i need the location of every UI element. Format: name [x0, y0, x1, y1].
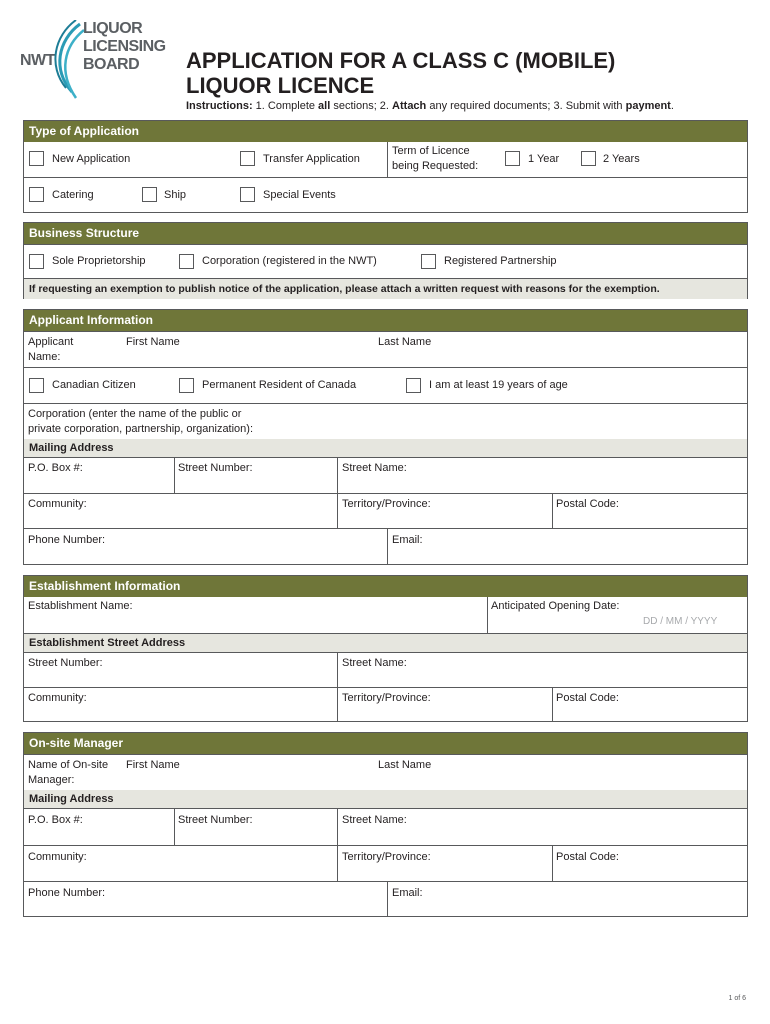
special-events-label: Special Events — [263, 189, 336, 201]
instructions-text-3: any required documents; 3. Submit with — [426, 100, 626, 112]
instructions-text-1: 1. Complete — [252, 100, 319, 112]
title-line-1: APPLICATION FOR A CLASS C (MOBILE) — [186, 48, 616, 73]
applicant-name-label-2: Name: — [28, 351, 61, 363]
permanent-resident-checkbox[interactable] — [179, 378, 194, 393]
application-row-2 — [24, 177, 747, 212]
applicant-information-section — [23, 309, 748, 565]
new-application-label: New Application — [52, 153, 131, 165]
divider — [387, 882, 388, 916]
ship-checkbox[interactable] — [142, 187, 157, 202]
special-events-checkbox[interactable] — [240, 187, 255, 202]
instructions-payment: payment — [625, 100, 671, 112]
on-site-manager-section — [23, 732, 748, 917]
email-field[interactable]: Email: — [392, 887, 423, 899]
instructions-end: . — [670, 100, 674, 112]
sole-proprietorship-checkbox[interactable] — [29, 254, 44, 269]
first-name-label: First Name — [126, 759, 180, 771]
business-structure-section — [23, 222, 748, 299]
street-number-field[interactable]: Street Number: — [178, 462, 253, 474]
logo-line-2: LICENSING — [83, 38, 166, 55]
establishment-name-field[interactable]: Establishment Name: — [28, 600, 133, 612]
manager-name-label-2: Manager: — [28, 774, 75, 786]
last-name-label: Last Name — [378, 336, 432, 348]
street-number-field[interactable]: Street Number: — [178, 814, 253, 826]
phone-number-field[interactable]: Phone Number: — [28, 887, 106, 899]
type-of-application-section — [23, 120, 748, 213]
age-19-label: I am at least 19 years of age — [429, 379, 568, 391]
logo-swoosh-icon — [46, 20, 86, 112]
community-field[interactable]: Community: — [28, 498, 87, 510]
corporation-checkbox[interactable] — [179, 254, 194, 269]
instructions-attach: Attach — [392, 100, 427, 112]
two-years-label: 2 Years — [603, 153, 640, 165]
establishment-address-row — [24, 652, 747, 687]
divider — [337, 809, 338, 845]
logo-prefix: NWT — [20, 52, 55, 69]
postal-code-field[interactable]: Postal Code: — [556, 498, 619, 510]
street-name-field[interactable]: Street Name: — [342, 814, 407, 826]
divider — [337, 458, 338, 493]
transfer-application-label: Transfer Application — [263, 153, 360, 165]
section-header: Business Structure — [24, 223, 747, 244]
term-label-1: Term of Licence — [392, 145, 470, 157]
divider — [552, 688, 553, 722]
territory-field[interactable]: Territory/Province: — [342, 692, 431, 704]
age-19-checkbox[interactable] — [406, 378, 421, 393]
divider — [337, 653, 338, 687]
establishment-name-row — [24, 597, 747, 633]
divider — [387, 529, 388, 565]
instructions-label: Instructions: — [186, 100, 253, 112]
exemption-note: If requesting an exemption to publish notice of the application, please attach a written request with reasons for the exemption. — [24, 278, 747, 299]
divider — [337, 494, 338, 528]
mailing-address-header: Mailing Address — [24, 439, 747, 457]
territory-field[interactable]: Territory/Province: — [342, 498, 431, 510]
manager-contact-row — [24, 881, 747, 916]
corporation-label-1: Corporation (enter the name of the public or — [28, 408, 242, 420]
divider — [387, 142, 388, 177]
manager-address-row — [24, 808, 747, 845]
contact-row — [24, 528, 747, 565]
two-years-checkbox[interactable] — [581, 151, 596, 166]
divider — [552, 494, 553, 528]
community-row — [24, 493, 747, 528]
street-name-field[interactable]: Street Name: — [342, 462, 407, 474]
application-row-1 — [24, 142, 747, 177]
canadian-citizen-checkbox[interactable] — [29, 378, 44, 393]
manager-name-label-1: Name of On-site — [28, 759, 109, 771]
date-format-hint: DD / MM / YYYY — [643, 616, 718, 627]
email-field[interactable]: Email: — [392, 534, 423, 546]
establishment-street-header: Establishment Street Address — [24, 633, 747, 652]
po-box-field[interactable]: P.O. Box #: — [28, 462, 83, 474]
establishment-information-section — [23, 575, 748, 722]
page-number: 1 of 6 — [728, 995, 746, 1002]
opening-date-field[interactable]: Anticipated Opening Date: — [491, 600, 620, 612]
applicant-name-label-1: Applicant — [28, 336, 74, 348]
corporation-label-2: private corporation, partnership, organization): — [28, 423, 254, 435]
establishment-community-row — [24, 687, 747, 722]
registered-partnership-checkbox[interactable] — [421, 254, 436, 269]
ship-label: Ship — [164, 189, 187, 201]
canadian-citizen-label: Canadian Citizen — [52, 379, 136, 391]
section-header: Applicant Information — [24, 310, 747, 331]
street-name-field[interactable]: Street Name: — [342, 657, 407, 669]
first-name-label: First Name — [126, 336, 180, 348]
postal-code-field[interactable]: Postal Code: — [556, 692, 619, 704]
manager-community-row — [24, 845, 747, 881]
applicant-name-row[interactable] — [24, 331, 747, 367]
new-application-checkbox[interactable] — [29, 151, 44, 166]
postal-code-field[interactable]: Postal Code: — [556, 851, 619, 863]
transfer-application-checkbox[interactable] — [240, 151, 255, 166]
logo-line-1: LIQUOR — [83, 20, 143, 37]
page-title — [186, 48, 615, 98]
permanent-resident-label: Permanent Resident of Canada — [202, 379, 357, 391]
address-row — [24, 457, 747, 493]
catering-label: Catering — [52, 189, 94, 201]
instructions-all: all — [318, 100, 331, 112]
divider — [487, 597, 488, 633]
status-row — [24, 367, 747, 403]
logo-line-3: BOARD — [83, 56, 140, 73]
nwt-liquor-licensing-board-logo — [20, 20, 170, 112]
mailing-address-header: Mailing Address — [24, 790, 747, 808]
divider — [552, 846, 553, 881]
community-field[interactable]: Community: — [28, 692, 87, 704]
section-header: Type of Application — [24, 121, 747, 142]
logo-lines — [83, 20, 166, 74]
title-line-2: LIQUOR LICENCE — [186, 73, 375, 98]
catering-checkbox[interactable] — [29, 187, 44, 202]
manager-name-row[interactable] — [24, 754, 747, 790]
divider — [337, 688, 338, 722]
po-box-field[interactable]: P.O. Box #: — [28, 814, 83, 826]
divider — [337, 846, 338, 881]
one-year-checkbox[interactable] — [505, 151, 520, 166]
section-header: Establishment Information — [24, 576, 747, 597]
section-header: On-site Manager — [24, 733, 747, 754]
street-number-field[interactable]: Street Number: — [28, 657, 103, 669]
business-row — [24, 244, 747, 278]
corporation-row[interactable] — [24, 403, 747, 439]
phone-number-field[interactable]: Phone Number: — [28, 534, 106, 546]
term-label-2: being Requested: — [392, 160, 479, 172]
last-name-label: Last Name — [378, 759, 432, 771]
community-field[interactable]: Community: — [28, 851, 87, 863]
territory-field[interactable]: Territory/Province: — [342, 851, 431, 863]
corporation-label: Corporation (registered in the NWT) — [202, 255, 377, 267]
instructions-text-2: sections; 2. — [330, 100, 393, 112]
registered-partnership-label: Registered Partnership — [444, 255, 557, 267]
sole-proprietorship-label: Sole Proprietorship — [52, 255, 146, 267]
instructions — [186, 100, 674, 112]
one-year-label: 1 Year — [528, 153, 560, 165]
divider — [174, 458, 175, 493]
divider — [174, 809, 175, 845]
